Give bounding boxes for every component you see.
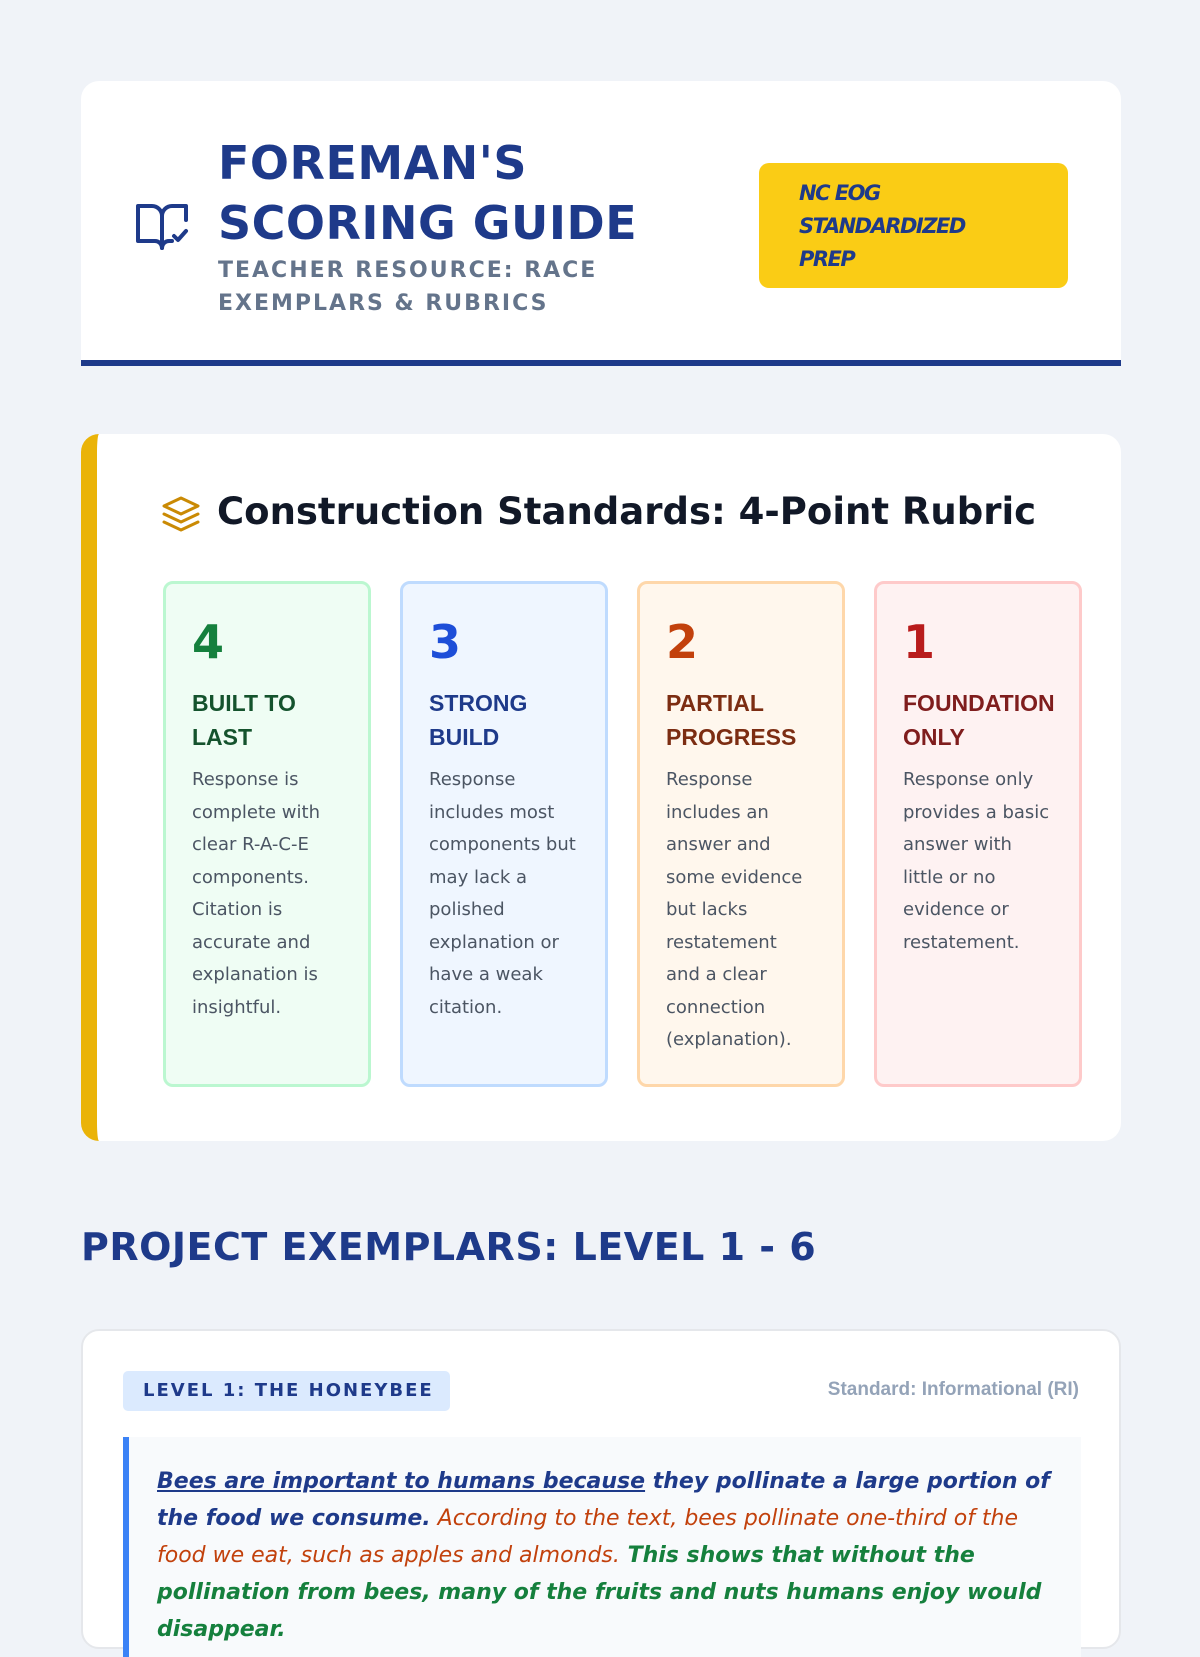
badge-line: STANDARDIZED [799,214,965,238]
score-card-4 [163,581,371,1087]
score-card-1 [874,581,1082,1087]
answer-segment: they pollinate a large portion of the food we consume. [157,1469,1050,1531]
score-number: 2 [666,615,699,669]
score-description: Response includes most components but may lack a polished explanation or have a weak citation. [429,769,576,1018]
exemplar-response [123,1437,1081,1657]
rubric-title: Construction Standards: 4-Point Rubric [217,490,1037,533]
score-card-2 [637,581,845,1087]
score-description: Response is complete with clear R-A-C-E components. Citation is accurate and explanation is insightful. [192,769,320,1018]
badge-line: NC EOG [799,181,880,205]
score-number: 4 [192,615,225,669]
page-title: FOREMAN'S SCORING GUIDE [218,136,638,250]
layers-icon [161,494,201,534]
score-name: FOUNDATION ONLY [903,690,1055,750]
standard-label: Standard: Informational (RI) [827,1379,1079,1400]
badge-line: PREP [799,247,855,271]
page-subtitle: TEACHER RESOURCE: RACE EXEMPLARS & RUBRICS [218,258,598,316]
score-description: Response includes an answer and some evidence but lacks restatement and a clear connection (explanation). [666,769,803,1050]
exemplars-heading: PROJECT EXEMPLARS: LEVEL 1 - 6 [81,1225,817,1269]
score-name: PARTIAL PROGRESS [666,690,797,750]
level-tag: LEVEL 1: THE HONEYBEE [123,1371,450,1411]
header-card [81,81,1121,366]
score-name: BUILT TO LAST [192,690,296,750]
explain-segment: This shows that without the pollination from bees, many of the fruits and nuts humans enjoy would disappear. [157,1543,1042,1642]
restate-segment: Bees are important to humans because [157,1469,646,1494]
rubric-card [81,434,1121,1141]
score-description: Response only provides a basic answer with little or no evidence or restatement. [903,769,1050,953]
score-number: 1 [903,615,936,669]
score-name: STRONG BUILD [429,690,528,750]
cite-segment: According to the text, bees pollinate one-third of the food we eat, such as apples and almonds. [157,1506,1019,1568]
book-check-icon [134,200,190,252]
exam-badge [759,163,1068,288]
score-card-3 [400,581,608,1087]
exemplar-card [81,1329,1121,1649]
score-number: 3 [429,615,462,669]
